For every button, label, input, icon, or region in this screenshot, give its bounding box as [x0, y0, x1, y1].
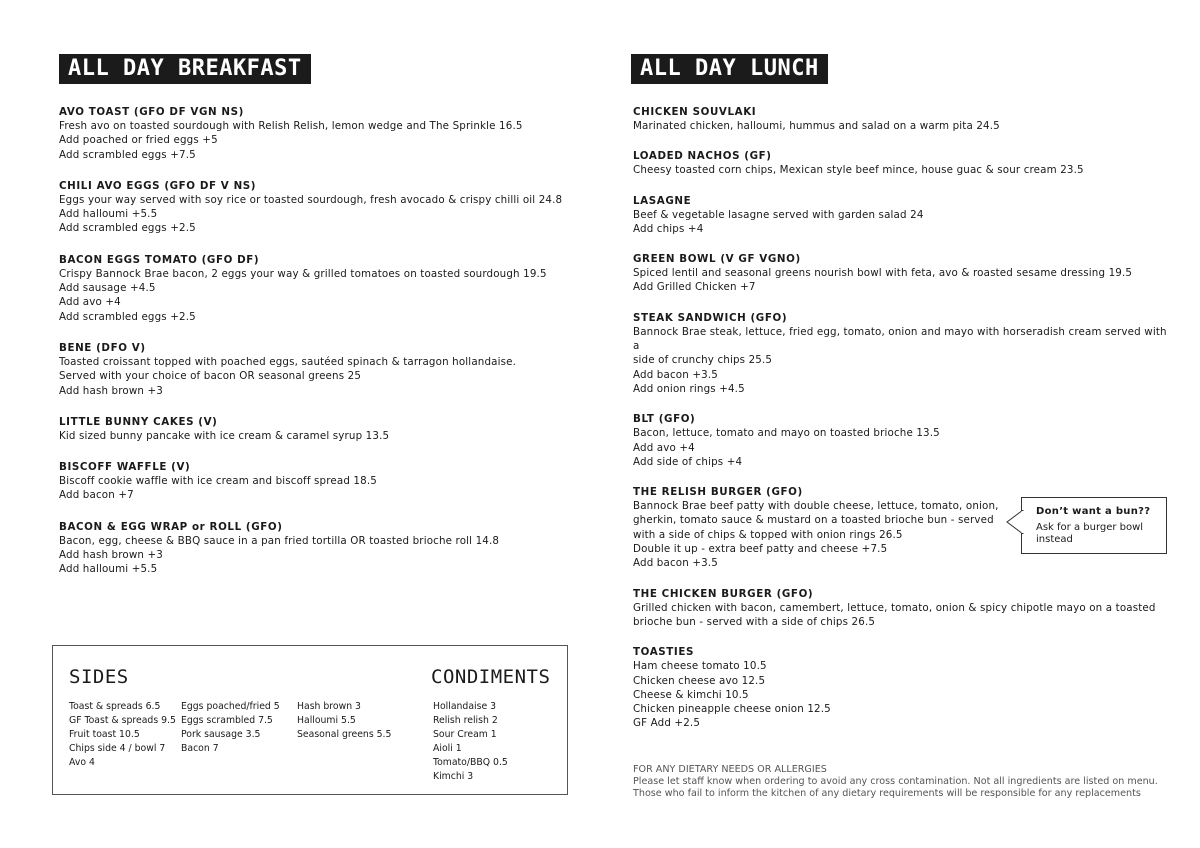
item-line: Served with your choice of bacon OR seasonal greens 25: [59, 370, 362, 383]
item-line: Add scrambled eggs +7.5: [59, 148, 196, 161]
condiments-heading: CONDIMENTS: [431, 666, 551, 688]
item-title: CHICKEN SOUVLAKI: [633, 106, 757, 118]
item-line: Grilled chicken with bacon, camembert, lettuce, tomato, onion & spicy chipotle mayo on a toasted: [633, 601, 1156, 614]
condiment-item: Aioli 1: [433, 743, 462, 754]
item-line: Add chips +4: [633, 222, 704, 235]
callout-text: Ask for a burger bowl instead: [1036, 522, 1144, 545]
side-item: Eggs poached/fried 5: [181, 701, 280, 712]
item-title: LITTLE BUNNY CAKES (V): [59, 415, 218, 428]
item-title: STEAK SANDWICH (GFO): [633, 311, 788, 324]
notice-title: FOR ANY DIETARY NEEDS OR ALLERGIES: [633, 764, 827, 775]
callout-pointer: [1006, 510, 1026, 534]
item-title: BLT (GFO): [633, 413, 696, 426]
breakfast-item: [59, 520, 599, 577]
lunch-item: [633, 412, 1173, 469]
side-item: Hash brown 3: [297, 701, 361, 712]
item-line: Ham cheese tomato 10.5: [633, 660, 767, 673]
condiment-item: Sour Cream 1: [433, 729, 497, 740]
breakfast-item: [59, 460, 599, 503]
lunch-heading: ALL DAY LUNCH: [631, 54, 828, 84]
item-line: Add Grilled Chicken +7: [633, 281, 756, 294]
item-title: TOASTIES: [633, 646, 694, 659]
item-line: Chicken pineapple cheese onion 12.5: [633, 703, 831, 716]
item-line: Add side of chips +4: [633, 455, 743, 468]
item-line: Add onion rings +4.5: [633, 382, 745, 395]
sides-heading: SIDES: [69, 666, 129, 688]
item-title: AVO TOAST (GFO DF VGN NS): [59, 106, 244, 118]
item-line: GF Add +2.5: [633, 717, 701, 730]
item-line: Add bacon +3.5: [633, 368, 718, 381]
breakfast-item: [59, 179, 599, 236]
item-title: BACON EGGS TOMATO (GFO DF): [59, 253, 260, 266]
item-line: gherkin, tomato sauce & mustard on a toasted brioche bun - served: [633, 514, 994, 527]
item-title: BENE (DFO V): [59, 341, 146, 354]
side-item: Toast & spreads 6.5: [69, 701, 161, 712]
item-line: Add scrambled eggs +2.5: [59, 310, 196, 323]
item-line: Fresh avo on toasted sourdough with Relish Relish, lemon wedge and The Sprinkle 16.5: [59, 120, 523, 132]
lunch-item: [633, 149, 1173, 177]
item-title: BACON & EGG WRAP or ROLL (GFO): [59, 520, 283, 533]
allergy-notice: [633, 764, 1163, 800]
lunch-menu: [633, 105, 1173, 731]
item-title: GREEN BOWL (V GF VGNO): [633, 253, 801, 266]
breakfast-item: [59, 253, 599, 324]
item-line: Add sausage +4.5: [59, 282, 156, 295]
item-title: LASAGNE: [633, 194, 692, 207]
item-line: Add halloumi +5.5: [59, 563, 158, 576]
item-line: Bannock Brae steak, lettuce, fried egg, tomato, onion and mayo with horseradish cream served with a: [633, 325, 1167, 353]
item-line: Add avo +4: [59, 296, 121, 309]
side-item: Eggs scrambled 7.5: [181, 715, 273, 726]
item-line: Beef & vegetable lasagne served with garden salad 24: [633, 208, 924, 221]
sides-column-2: [181, 700, 280, 756]
item-line: Bacon, lettuce, tomato and mayo on toasted brioche 13.5: [633, 427, 940, 440]
item-line: Spiced lentil and seasonal greens nourish bowl with feta, avo & roasted sesame dressing 19.5: [633, 267, 1133, 280]
item-line: Cheesy toasted corn chips, Mexican style beef mince, house guac & sour cream 23.5: [633, 164, 1084, 177]
item-line: Kid sized bunny pancake with ice cream & caramel syrup 13.5: [59, 429, 390, 442]
condiment-item: Kimchi 3: [433, 771, 474, 782]
sides-column-1: [69, 700, 176, 770]
side-item: Pork sausage 3.5: [181, 729, 261, 740]
item-line: Add bacon +3.5: [633, 557, 718, 570]
item-line: Eggs your way served with soy rice or toasted sourdough, fresh avocado & crispy chilli oil 24.8: [59, 193, 563, 206]
item-line: Bacon, egg, cheese & BBQ sauce in a pan fried tortilla OR toasted brioche roll 14.8: [59, 534, 500, 547]
side-item: Bacon 7: [181, 743, 219, 754]
item-line: Add scrambled eggs +2.5: [59, 222, 196, 235]
lunch-item: [633, 105, 1173, 133]
item-line: Crispy Bannock Brae bacon, 2 eggs your way & grilled tomatoes on toasted sourdough 19.5: [59, 267, 547, 280]
condiment-item: Relish relish 2: [433, 715, 498, 726]
side-item: Fruit toast 10.5: [69, 729, 140, 740]
item-title: LOADED NACHOS (GF): [633, 150, 772, 163]
condiments-list: [433, 700, 508, 784]
lunch-item: [633, 194, 1173, 237]
item-line: brioche bun - served with a side of chips 26.5: [633, 615, 876, 628]
side-item: Avo 4: [69, 757, 95, 768]
lunch-item: [633, 311, 1173, 396]
breakfast-heading: ALL DAY BREAKFAST: [59, 54, 311, 84]
callout-title: Don’t want a bun??: [1036, 506, 1151, 517]
bun-callout: [1021, 497, 1167, 554]
item-line: Double it up - extra beef patty and cheese +7.5: [633, 543, 888, 556]
item-line: with a side of chips & topped with onion rings 26.5: [633, 528, 903, 541]
item-line: Add halloumi +5.5: [59, 208, 158, 221]
item-title: BISCOFF WAFFLE (V): [59, 461, 191, 474]
side-item: Halloumi 5.5: [297, 715, 356, 726]
sides-box: [52, 645, 568, 795]
item-line: Add hash brown +3: [59, 549, 164, 562]
item-line: side of crunchy chips 25.5: [633, 354, 773, 367]
item-line: Chicken cheese avo 12.5: [633, 674, 766, 687]
side-item: GF Toast & spreads 9.5: [69, 715, 176, 726]
side-item: Chips side 4 / bowl 7: [69, 743, 166, 754]
notice-line: Those who fail to inform the kitchen of any dietary requirements will be responsible for any replacements: [633, 788, 1141, 799]
breakfast-item: [59, 415, 599, 443]
notice-line: Please let staff know when ordering to avoid any cross contamination. Not all ingredients are listed on menu.: [633, 776, 1158, 787]
item-line: Add poached or fried eggs +5: [59, 134, 218, 147]
lunch-item: [633, 645, 1173, 730]
item-line: Toasted croissant topped with poached eggs, sautéed spinach & tarragon hollandaise.: [59, 355, 517, 368]
breakfast-item: [59, 341, 599, 398]
lunch-item: [633, 252, 1173, 295]
item-title: THE CHICKEN BURGER (GFO): [633, 587, 814, 600]
item-title: THE RELISH BURGER (GFO): [633, 486, 803, 499]
item-line: Cheese & kimchi 10.5: [633, 688, 749, 701]
item-line: Add hash brown +3: [59, 384, 164, 397]
sides-column-3: [297, 700, 391, 742]
side-item: Seasonal greens 5.5: [297, 729, 392, 740]
lunch-item: [633, 587, 1173, 630]
breakfast-menu: [59, 105, 599, 577]
breakfast-item: [59, 105, 599, 162]
item-line: Add avo +4: [633, 441, 695, 454]
condiment-item: Hollandaise 3: [433, 701, 497, 712]
item-title: CHILI AVO EGGS (GFO DF V NS): [59, 179, 257, 192]
item-line: Marinated chicken, halloumi, hummus and salad on a warm pita 24.5: [633, 120, 1000, 132]
condiment-item: Tomato/BBQ 0.5: [433, 757, 508, 768]
item-line: Add bacon +7: [59, 489, 134, 502]
item-line: Biscoff cookie waffle with ice cream and biscoff spread 18.5: [59, 475, 377, 488]
item-line: Bannock Brae beef patty with double cheese, lettuce, tomato, onion,: [633, 500, 999, 513]
